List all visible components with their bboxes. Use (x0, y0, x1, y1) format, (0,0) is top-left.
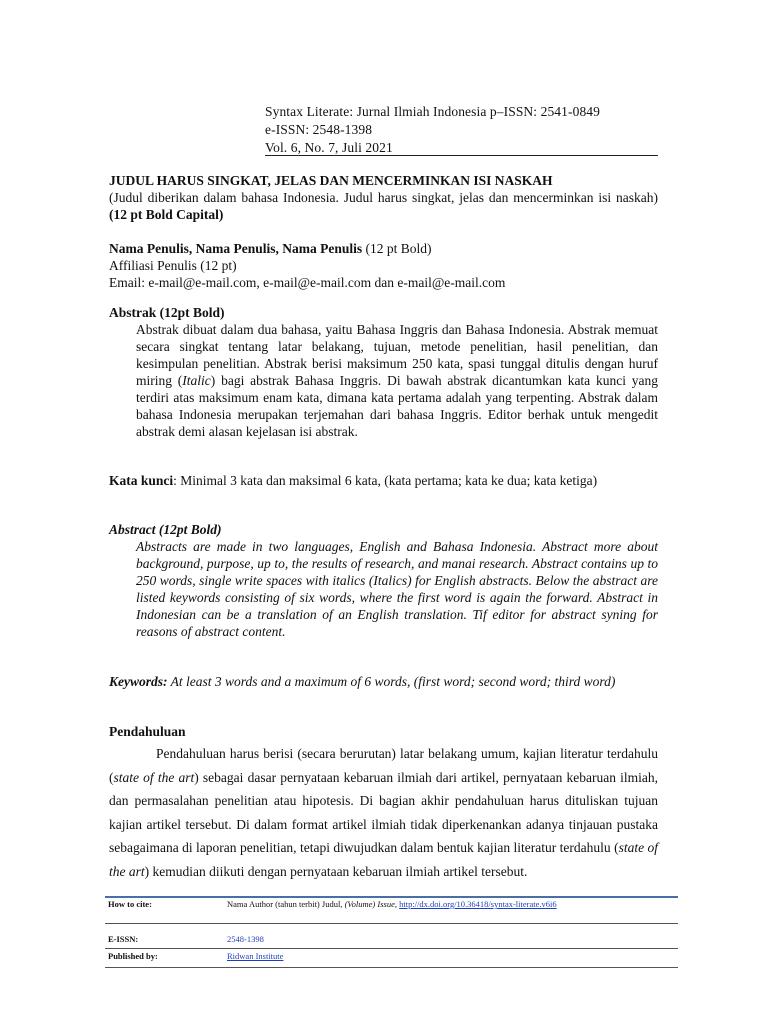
author-email: Email: e-mail@e-mail.com, e-mail@e-mail.com dan e-mail@e-mail.com (109, 275, 506, 290)
kata-kunci (109, 472, 741, 489)
author-names: Nama Penulis, Nama Penulis, Nama Penulis (109, 241, 363, 256)
keywords-label: Keywords: (109, 674, 168, 689)
publisher-link[interactable]: Ridwan Institute (227, 951, 284, 961)
how-to-cite-text: Nama Author (tahun terbit) Judul, (227, 899, 345, 909)
doi-link[interactable]: http://dx.doi.org/10.36418/syntax-literate.v6i6 (399, 899, 557, 909)
abstrak-text (136, 321, 658, 440)
author-affiliation: Affiliasi Penulis (12 pt) (109, 258, 237, 273)
eissn-row (105, 923, 678, 942)
how-to-cite-row (105, 896, 678, 923)
abstrak-text-italic: Italic (182, 373, 211, 388)
keywords (109, 673, 730, 690)
citation-footer (105, 896, 678, 968)
journal-name: Syntax Literate: Jurnal Ilmiah Indonesia p–ISSN: 2541-0849 (265, 104, 600, 119)
header-divider (265, 155, 658, 156)
author-block (109, 240, 658, 291)
title-note-format: (12 pt Bold Capital) (109, 207, 224, 222)
kata-kunci-text: : Minimal 3 kata dan maksimal 6 kata, (kata pertama; kata ke dua; kata ketiga) (173, 473, 598, 488)
pendahuluan-text (109, 742, 658, 884)
abstrak-text-1: Abstrak dibuat dalam dua bahasa, yaitu Bahasa Inggris dan Bahasa Indonesia. Abstrak memuat secara singkat tentang latar belakang, tujuan, metode penelitian, hasil penelitian, dan kesimpulan penelitian. Abstrak berisi maksimum 250 kata, spasi tunggal ditulis dengan huruf miring ( (136, 322, 658, 388)
pendahuluan-text-2: ) sebagai dasar pernyataan kebaruan ilmiah dari artikel, pernyataan kebaruan ilmiah, dan permasalahan penelitian atau hipotesis. Di bagian akhir pendahuluan harus dituliskan tujuan kajian artikel tersebut. Di dalam format artikel ilmiah tidak diperkenankan adanya tinjauan pustaka sebagaimana di laporan penelitian, tetapi diwujudkan dalam bentuk kajian literatur terdahulu ( (109, 769, 659, 856)
pendahuluan-italic-2: state of the art (109, 840, 658, 879)
abstrak-heading: Abstrak (12pt Bold) (109, 305, 225, 320)
pendahuluan-italic-1: state of the art (113, 769, 195, 785)
journal-header (265, 103, 658, 157)
how-to-cite-italic: (Volume) Issue, (344, 899, 397, 909)
pendahuluan-text-3: ) kemudian diikuti dengan pernyataan kebaruan ilmiah artikel tersebut. (144, 863, 528, 879)
abstract-section (109, 521, 658, 640)
abstrak-section (109, 304, 658, 440)
keywords-text: At least 3 words and a maximum of 6 words, (first word; second word; third word) (167, 674, 616, 689)
published-by-row (105, 948, 678, 968)
pendahuluan-section (109, 723, 658, 884)
how-to-cite-label: How to cite: (108, 899, 152, 909)
kata-kunci-label: Kata kunci (109, 473, 174, 488)
journal-volume: Vol. 6, No. 7, Juli 2021 (265, 140, 393, 155)
pendahuluan-heading: Pendahuluan (109, 724, 186, 739)
author-names-note: (12 pt Bold) (362, 241, 432, 256)
pendahuluan-text-1: Pendahuluan harus berisi (secara berurutan) latar belakang umum, kajian literatur terdahulu ( (109, 746, 658, 785)
how-to-cite-value (227, 899, 557, 909)
abstrak-text-2: ) bagi abstrak Bahasa Inggris. Di bawah abstrak dicantumkan kata kunci yang terdiri atas maksimum enam kata, dimana kata pertama adalah yang terpenting. Abstrak dalam bahasa Indonesia merupakan terjemahan dari bahasa Inggris. Editor berhak untuk mengedit abstrak demi alasan kejelasan isi abstrak. (136, 373, 658, 439)
eissn-label: E-ISSN: (108, 934, 139, 944)
eissn-value: 2548-1398 (227, 934, 264, 944)
published-by-label: Published by: (108, 951, 158, 961)
title-note (109, 189, 658, 223)
abstract-heading: Abstract (12pt Bold) (109, 522, 222, 537)
author-line (109, 240, 658, 257)
title-note-text: (Judul diberikan dalam bahasa Indonesia. Judul harus singkat, jelas dan mencerminkan isi naskah) (109, 190, 658, 205)
journal-eissn: e-ISSN: 2548-1398 (265, 122, 373, 137)
abstract-text: Abstracts are made in two languages, English and Bahasa Indonesia. Abstract more about background, purpose, up to, the results of research, and manai research. Abstract contains up to 250 words, single write spaces with italics (Italics) for English abstracts. Below the abstract are listed keywords consisting of six words, where the first word is again the forward. Abstract in Indonesian can be a translation of an English translation. Tif editor for abstract syning for reasons of abstract content. (136, 539, 658, 639)
title-block (109, 172, 658, 223)
paper-title: JUDUL HARUS SINGKAT, JELAS DAN MENCERMINKAN ISI NASKAH (109, 173, 553, 188)
